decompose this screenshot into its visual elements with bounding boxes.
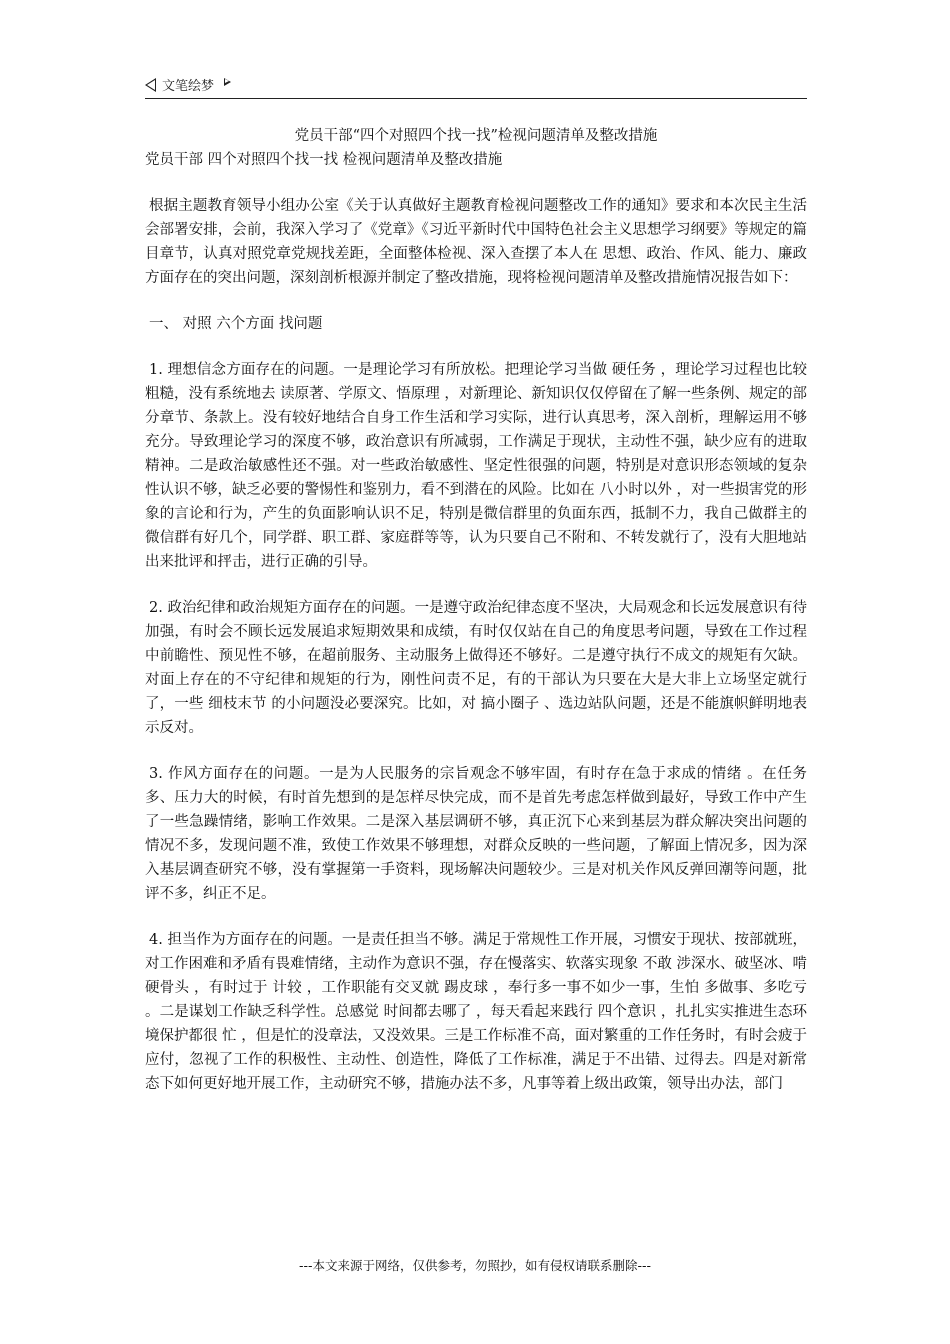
- triangle-right-icon: [224, 78, 231, 86]
- document-title: 党员干部“四个对照四个找一找”检视问题清单及整改措施: [294, 128, 658, 144]
- page-header: [145, 72, 807, 99]
- section-heading: 一、 对照 六个方面 找问题: [149, 316, 323, 332]
- footer-disclaimer: ---本文来源于网络，仅供参考，勿照抄，如有侵权请联系删除---: [298, 1258, 652, 1273]
- document-subtitle: 党员干部 四个对照四个找一找 检视问题清单及整改措施: [145, 152, 503, 168]
- paragraph-style: 3. 作风方面存在的问题。一是为人民服务的宗旨观念不够牢固，有时存在急于求成的情绪 。在任务多、压力大的时候，有时首先想到的是怎样尽快完成，而不是首先考虑怎样做到最好，导致工作中产生了一些急躁情绪，影响工作效果。二是深入基层调研不够，真正沉下心来到基层为群众解决突出问题的情况不多，发现问题不准，致使工作效果不够理想，对群众反映的一些问题，了解面上情况多，因为深入基层调查研究不够，没有掌握第一手资料，现场解决问题较少。三是对机关作风反弹回潮等问题，批评不多，纠正不足。: [145, 766, 807, 902]
- document-body: [145, 124, 807, 1118]
- paragraph-discipline: 2. 政治纪律和政治规矩方面存在的问题。一是遵守政治纪律态度不坚决，大局观念和长远发展意识有待加强，有时会不顾长远发展追求短期效果和成绩，有时仅仅站在自己的角度思考问题，导致在工作过程中前瞻性、预见性不够，在超前服务、主动服务上做得还不够好。二是遵守执行不成文的规矩有欠缺。对面上存在的不守纪律和规矩的行为，刚性问责不足，有的干部认为只要在大是大非上立场坚定就行了，一些 细枝末节 的小问题没必要深究。比如，对 搞小圈子 、选边站队问题，还是不能旗帜鲜明地表示反对。: [145, 600, 807, 736]
- brand-name: 文笔绘梦: [162, 79, 215, 94]
- triangle-left-icon: [145, 78, 156, 92]
- brand-logo: [145, 75, 231, 94]
- paragraph-responsibility: 4. 担当作为方面存在的问题。一是责任担当不够。满足于常规性工作开展，习惯安于现状、按部就班，对工作困难和矛盾有畏难情绪，主动作为意识不强，存在慢落实、软落实现象 不敢 涉深水、破坚冰、啃硬骨头 ，有时过于 计较 ，工作职能有交叉就 踢皮球 ，奉行多一事不如少一事，生怕 多做事、多吃亏 。二是谋划工作缺乏科学性。总感觉 时间都去哪了 ，每天看起来践行 四个意识 ，扎扎实实推进生态环境保护都很 忙 ，但是忙的没章法，又没效果。三是工作标准不高，面对繁重的工作任务时，有时会疲于应付，忽视了工作的积极性、主动性、创造性，降低了工作标准，满足于不出错、过得去。四是对新常态下如何更好地开展工作，主动研究不够，措施办法不多，凡事等着上级出政策，领导出办法，部门: [145, 932, 807, 1092]
- intro-paragraph: 根据主题教育领导小组办公室《关于认真做好主题教育检视问题整改工作的通知》要求和本次民主生活会部署安排，会前，我深入学习了《党章》《习近平新时代中国特色社会主义思想学习纲要》等规定的篇目章节，认真对照党章党规找差距，全面整体检视、深入查摆了本人在 思想、政治、作风、能力、廉政 方面存在的突出问题，深刻剖析根源并制定了整改措施，现将检视问题清单及整改措施情况报告如下：: [145, 198, 807, 286]
- paragraph-ideals: 1. 理想信念方面存在的问题。一是理论学习有所放松。把理论学习当做 硬任务 ，理论学习过程也比较粗糙，没有系统地去 读原著、学原文、悟原理 ，对新理论、新知识仅仅停留在了解一些条例、规定的部分章节、条款上。没有较好地结合自身工作生活和学习实际，进行认真思考，深入剖析，理解运用不够充分。导致理论学习的深度不够，政治意识有所减弱，工作满足于现状，主动性不强，缺少应有的进取精神。二是政治敏感性还不强。对一些政治敏感性、坚定性很强的问题，特别是对意识形态领域的复杂性认识不够，缺乏必要的警惕性和鉴别力，看不到潜在的风险。比如在 八小时以外 ，对一些损害党的形象的言论和行为，产生的负面影响认识不足，特别是微信群里的负面东西，抵制不力，我自己做群主的微信群有好几个，同学群、职工群、家庭群等等，认为只要自己不附和、不转发就行了，没有大胆地站出来批评和抨击，进行正确的引导。: [145, 362, 807, 570]
